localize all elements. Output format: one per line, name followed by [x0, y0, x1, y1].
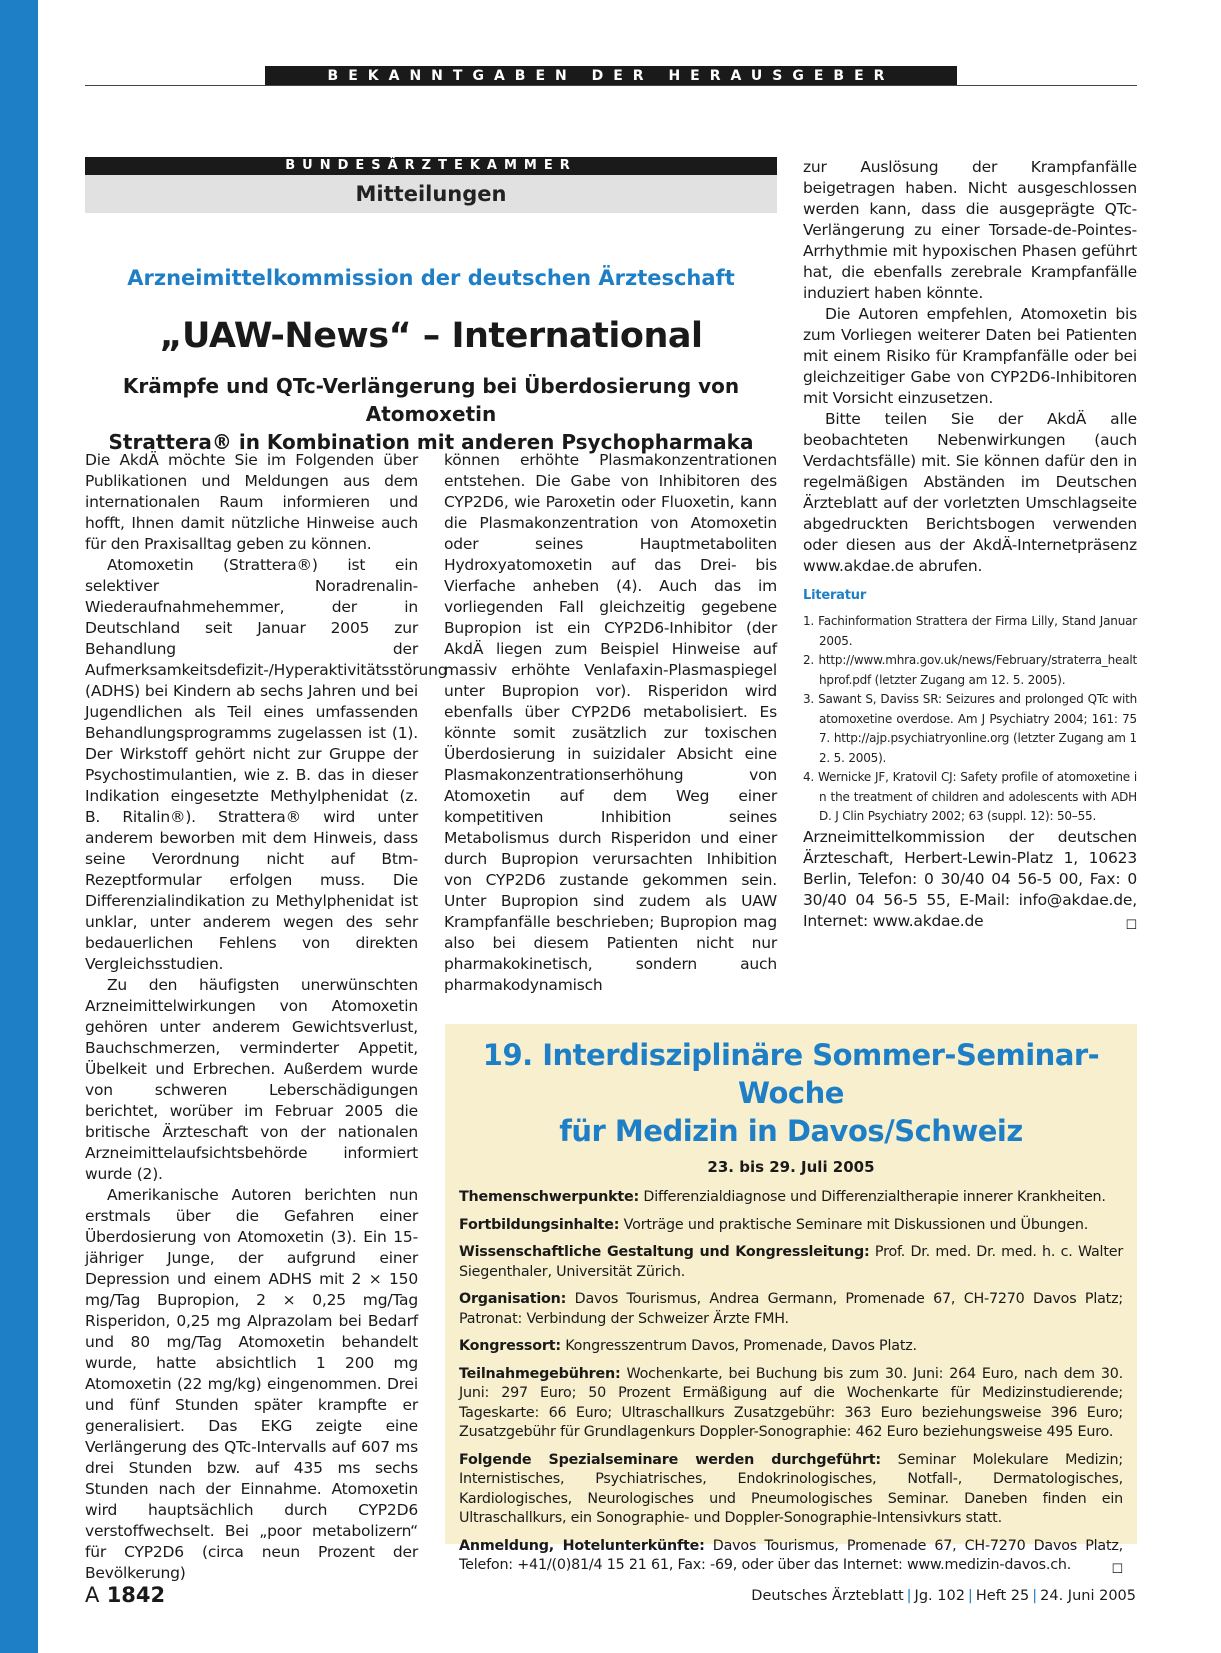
seminar-item [459, 1365, 1123, 1443]
paragraph: Amerikanische Autoren berichten nun erstmals über die Gefahren einer Überdosierung von Atomoxetin (3). Ein 15-jähriger Junge, der aufgrund einer Depression und einem ADHS mit 2 × 150 mg/Tag Bupropion, 2 × 0,25 mg/Tag Risperidon, 0,25 mg Alprazolam bei Bedarf und 80 mg/Tag Atomoxetin behandelt wurde, hatte absichtlich 1 200 mg Atomoxetin (22 mg/kg) eingenommen. Drei und fünf Stunden später krampfte er generalisiert. Das EKG zeigte eine Verlängerung des QTc-Intervalls auf 607 ms drei Stunden bzw. auf 435 ms sechs Stunden nach der Einnahme. Atomoxetin wird hauptsächlich durch CYP2D6 verstoffwechselt. Bei „poor metabolizern“ für CYP2D6 (circa neun Prozent der Bevölkerung) [85, 1186, 418, 1582]
reference-item: 2. http://www.mhra.gov.uk/news/February/straterra_healthprof.pdf (letzter Zugang am 12. 5. 2005). [803, 653, 1137, 687]
contact-text: Arzneimittelkommission der deutschen Ärzteschaft, Herbert-Lewin-Platz 1, 10623 Berlin, Telefon: 0 30/40 04 56-5 00, Fax: 0 30/40 04 56-5 55, E-Mail: info@akdae.de, Internet: www.akdae.de [803, 827, 1137, 930]
article-subtitle [85, 372, 777, 456]
paragraph: Zu den häufigsten unerwünschten Arzneimittelwirkungen von Atomoxetin gehören unter anderem Gewichtsverlust, Bauchschmerzen, verminderter Appetit, Übelkeit und Erbrechen. Außerdem wurde von schweren Leberschädigungen berichtet, worüber im Februar 2005 die britische Ärzteschaft von der nationalen Arzneimittelaufsichtsbehörde informiert wurde (2). [85, 976, 418, 1183]
seminar-item-text: Vorträge und praktische Seminare mit Diskussionen und Übungen. [619, 1216, 1089, 1233]
left-accent-bar [0, 0, 38, 1653]
journal-volume: Jg. 102 [914, 1588, 965, 1604]
paragraph: Atomoxetin (Strattera®) ist ein selektiver Noradrenalin-Wiederaufnahmehemmer, der in Deutschland seit Januar 2005 zur Behandlung der Aufmerksamkeitsdefizit-/Hyperaktivitätsstörung (ADHS) bei Kindern ab sechs Jahren und bei Jugendlichen als Teil eines umfassenden Behandlungsprogramms zugelassen ist (1). Der Wirkstoff gehört nicht zur Gruppe der Psychostimulantien, wie z. B. das in dieser Indikation eingesetzte Methylphenidat (z. B. Ritalin®). Strattera® wird unter anderem beworben mit dem Hinweis, dass seine Verordnung nicht auf Btm-Rezeptformular erfolgen muss. Die Differenzialindikation zu Methylphenidat ist unklar, unter anderem wegen des sehr bedauerlichen Fehlens von direkten Vergleichsstudien. [85, 556, 448, 973]
separator: | [1032, 1588, 1038, 1604]
separator: | [967, 1588, 973, 1604]
seminar-title-line-1: 19. Interdisziplinäre Sommer-Seminar-Woche [482, 1038, 1100, 1110]
seminar-item-text: Davos Tourismus, Promenade 67, CH-7270 Davos Platz, Telefon: +41/(0)81/4 15 21 61, Fax: -69, oder über das Internet: www.medizin-davos.ch. [459, 1537, 1123, 1573]
contact-info [803, 827, 1137, 932]
article-column-3 [803, 157, 1137, 936]
paragraph: Bitte teilen Sie der AkdÄ alle beobachteten Nebenwirkungen (auch Verdachtsfälle) mit. Sie können dafür den in regelmäßigen Abständen im Deutschen Ärzteblatt auf der vorletzten Umschlagseite abgedruckten Berichtsbogen verwenden oder diesen aus der AkdÄ-Internetpräsenz www.akdae.de abrufen. [803, 410, 1137, 575]
seminar-item-label: Wissenschaftliche Gestaltung und Kongressleitung: [459, 1244, 870, 1260]
seminar-item-text: Wochenkarte, bei Buchung bis zum 30. Juni: 264 Euro, nach dem 30. Juni: 297 Euro; 50 Prozent Ermäßigung auf die Wochenkarte für Medizinstudierende; Tageskarte: 66 Euro; Ultraschallkurs Zusatzgebühr: 363 Euro beziehungsweise 396 Euro; Zusatzgebühr für Grundlagenkurs Doppler-Sonographie: 462 Euro beziehungsweise 495 Euro. [459, 1365, 1123, 1440]
seminar-item [459, 1337, 1123, 1357]
seminar-title [459, 1036, 1123, 1150]
seminar-item-label: Themenschwerpunkte: [459, 1189, 640, 1205]
paragraph: können erhöhte Plasmakonzentrationen entstehen. Die Gabe von Inhibitoren des CYP2D6, wie Paroxetin oder Fluoxetin, kann die Plasmakonzentration von Atomoxetin oder seines Hauptmetaboliten Hydroxyatomoxetin auf das Drei- bis Vierfache anheben (4). Auch das im vorliegenden Fall gleichzeitig gegebene Bupropion ist ein CYP2D6-Inhibitor (der AkdÄ liegen zum Beispiel Hinweise auf massiv erhöhte Venlafaxin-Plasmaspiegel unter Bupropion vor). Risperidon wird ebenfalls über CYP2D6 metabolisiert. Es könnte somit zusätzlich zur toxischen Überdosierung in suizidaler Absicht eine Plasmakonzentrationserhöhung von Atomoxetin auf dem Weg einer kompetitiven Inhibition seines Metabolismus durch Risperidon und einer durch Bupropion verursachten Inhibition von CYP2D6 zustande gekommen sein. Unter Bupropion sind zudem als UAW Krampfanfälle beschrieben; Bupropion mag also bei diesem Patienten nicht nur pharmakokinetisch, sondern auch pharmakodynamisch [444, 451, 777, 994]
reference-item: 1. Fachinformation Strattera der Firma Lilly, Stand Januar 2005. [803, 614, 1137, 648]
seminar-item [459, 1290, 1123, 1329]
seminar-date: 23. bis 29. Juli 2005 [707, 1158, 875, 1176]
paragraph: zur Auslösung der Krampfanfälle beigetragen haben. Nicht ausgeschlossen werden kann, dass die ausgeprägte QTc-Verlängerung zu einer Torsade-de-Pointes-Arrhythmie mit hypoxischen Phasen geführt hat, die ebenfalls zerebrale Krampfanfälle induziert haben könnte. [803, 158, 1137, 302]
seminar-title-line-2: für Medizin in Davos/Schweiz [559, 1114, 1023, 1148]
reference-item: 4. Wernicke JF, Kratovil CJ: Safety profile of atomoxetine in the treatment of children and adolescents with ADHD. J Clin Psychiatry 2002; 63 (suppl. 12): 50–55. [803, 770, 1137, 823]
seminar-box [445, 1024, 1137, 1577]
seminar-item-label: Organisation: [459, 1291, 567, 1307]
separator: | [906, 1588, 912, 1604]
top-rule [85, 85, 1137, 86]
subtitle-line-1: Krämpfe und QTc-Verlängerung bei Überdosierung von Atomoxetin [122, 374, 740, 426]
article-column-2 [444, 450, 777, 996]
seminar-item-label: Teilnahmegebühren: [459, 1365, 621, 1382]
reference-item: 3. Sawant S, Daviss SR: Seizures and prolonged QTc with atomoxetine overdose. Am J Psychiatry 2004; 161: 757. http://ajp.psychiatryonline.org (letzter Zugang am 12. 5. 2005). [803, 692, 1137, 765]
seminar-item [459, 1216, 1123, 1236]
seminar-item-label: Kongressort: [459, 1338, 561, 1354]
article-column-1 [85, 450, 448, 1584]
page-number-value: 1842 [106, 1583, 166, 1607]
seminar-item-text: Differenzialdiagnose und Differenzialtherapie innerer Krankheiten. [639, 1189, 1106, 1205]
reference-list [803, 612, 1137, 827]
page-prefix: A [85, 1583, 100, 1607]
journal-name: Deutsches Ärzteblatt [751, 1588, 904, 1604]
seminar-item-text: Kongresszentrum Davos, Promenade, Davos Platz. [560, 1338, 917, 1354]
seminar-item-text: Davos Tourismus, Andrea Germann, Promenade 67, CH-7270 Davos Platz; Patronat: Verbindung der Schweizer Ärzte FMH. [459, 1291, 1123, 1327]
section-label: BUNDESÄRZTEKAMMER [85, 157, 777, 175]
seminar-item-label: Folgende Spezialseminare werden durchgeführt: [459, 1451, 881, 1468]
journal-date: 24. Juni 2005 [1040, 1588, 1136, 1604]
subtitle-line-2: Strattera® in Kombination mit anderen Psychopharmaka [108, 430, 754, 454]
page-number [85, 1583, 165, 1607]
seminar-item-label: Anmeldung, Hotelunterkünfte: [459, 1537, 705, 1554]
article-title: „UAW-News“ – International [159, 316, 703, 356]
end-mark-icon: ☐ [1111, 1562, 1123, 1577]
seminar-item [459, 1243, 1123, 1282]
seminar-item [459, 1188, 1123, 1208]
journal-issue: Heft 25 [975, 1588, 1030, 1604]
org-title: Arzneimittelkommission der deutschen Ärzteschaft [127, 266, 735, 290]
section-subheading: Mitteilungen [85, 175, 777, 213]
journal-footer [751, 1588, 1136, 1604]
seminar-item-text: Prof. Dr. med. Dr. med. h. c. Walter Siegenthaler, Universität Zürich. [459, 1244, 1123, 1280]
seminar-item [459, 1451, 1123, 1529]
end-mark-icon: ☐ [1125, 917, 1137, 933]
literature-heading: Literatur [803, 588, 867, 603]
seminar-item-text: Seminar Molekulare Medizin; Internistisches, Psychiatrisches, Endokrinologisches, Notfall-, Dermatologisches, Kardiologisches, Neurologisches und Pneumologisches Seminar. Daneben finden ein Ultraschallkurs, ein Sonographie- und Doppler-Sonographie-Intensivkurs statt. [459, 1451, 1123, 1526]
section-banner: BEKANNTGABEN DER HERAUSGEBER [265, 66, 957, 86]
paragraph: Die Autoren empfehlen, Atomoxetin bis zum Vorliegen weiterer Daten bei Patienten mit einem Risiko für Krampfanfälle oder bei gleichzeitiger Gabe von CYP2D6-Inhibitoren mit Vorsicht einzusetzen. [803, 305, 1137, 407]
seminar-item [459, 1537, 1123, 1576]
seminar-item-label: Fortbildungsinhalte: [459, 1216, 620, 1233]
paragraph: Die AkdÄ möchte Sie im Folgenden über Publikationen und Meldungen aus dem internationalen Raum informieren und hofft, Ihnen damit nützliche Hinweise auch für den Praxisalltag geben zu können. [85, 451, 418, 553]
